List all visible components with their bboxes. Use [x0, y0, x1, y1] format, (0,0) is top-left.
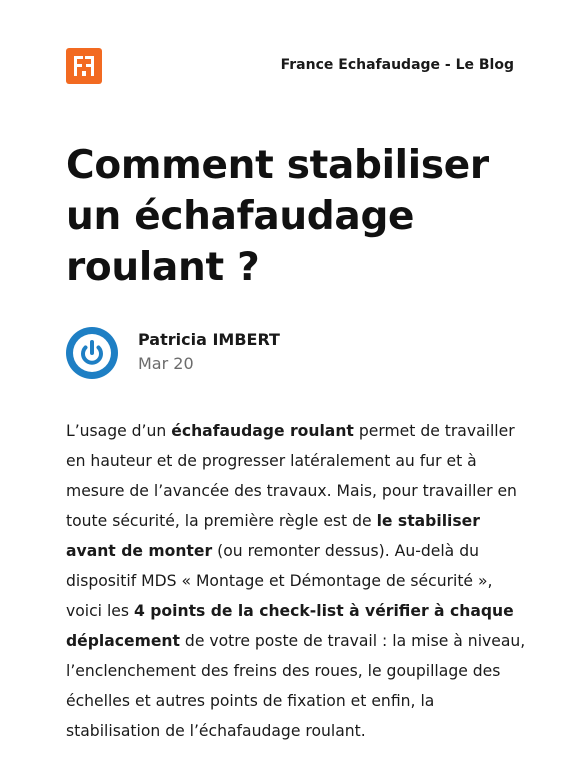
post-title: Comment stabiliser un échafaudage roulant ? — [66, 143, 489, 290]
site-logo-icon[interactable] — [66, 48, 102, 84]
intro-text: de votre poste de travail : la mise à niveau, l’enclenchement des freins des roues, le goupillage des échelles et autres points de fixation et enfin, la stabilisation de l’échafaudage roulant. — [66, 632, 526, 740]
power-icon — [66, 327, 118, 379]
intro-highlight: échafaudage roulant — [171, 422, 354, 440]
intro-text: L’usage d’un — [66, 422, 172, 440]
site-title-link[interactable]: France Echafaudage - Le Blog — [280, 57, 514, 73]
blog-header — [66, 48, 514, 84]
author-name-link[interactable]: Patricia IMBERT — [138, 330, 280, 349]
intro-text: (ou remonter dessus). Au-delà du dispositif MDS « Montage et Démontage de sécurité », voici les — [66, 542, 493, 620]
post-date: Mar 20 — [138, 354, 194, 373]
author-block — [66, 327, 526, 379]
intro-paragraph — [66, 416, 526, 746]
intro-highlight: 4 points de la check-list à vérifier à chaque déplacement — [66, 602, 514, 650]
intro-text: permet de travailler en hauteur et de progresser latéralement au fur et à mesure de l’avancée des travaux. Mais, pour travailler en toute sécurité, la première règle est de — [66, 422, 517, 530]
author-avatar[interactable] — [66, 327, 118, 379]
intro-highlight: le stabiliser avant de monter — [66, 512, 480, 560]
